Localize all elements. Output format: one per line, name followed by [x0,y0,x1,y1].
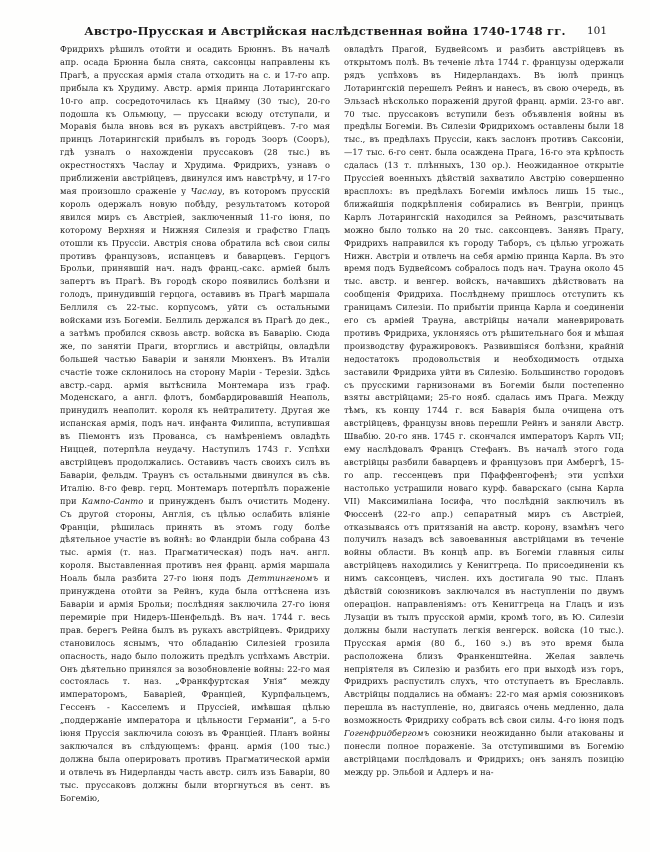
text-column-left: Фридрихъ рѣшилъ отойти и осадить Брюннъ. Въ началѣ апр. осада Брюнна была снята, саксонцы направлены къ Прагѣ, а прусская армія стала отходить на с. и 17-го апр. прибыла къ Хрудиму. Австр. армія принца Лотарингскаго 10-го апр. сосредоточилась къ Цнайму (30 тыс), 20-го подошла къ Ольмюцу, — пруссаки всюду отступали, и Моравія была вновь вся въ рукахъ австрійцевъ. 7-го мая принцъ Лотарингскій прибылъ въ городъ Зооръ (Сооръ), гдѣ узналъ о нахожденіи пруссаковъ (28 тыс.) въ окрестностяхъ Часлау и Хрудима. Фридрихъ, узнавъ о приближеніи австрійцевъ, двинулся имъ навстрѣчу, и 17-го мая произошло сраженіе у Часлау, въ которомъ прусскій король одержалъ новую побѣду, результатомъ которой явился миръ съ Австріей, заключенный 11-го іюня, по которому Верхняя и Нижняя Силезія и графство Глацъ отошли къ Пруссіи. Австрія снова обратила всѣ свои силы противъ французовъ, испанцевъ и баварцевъ. Герцогъ Брольи, принявшій нач. надъ франц.-сакс. арміей былъ запертъ въ Прагѣ. Въ городѣ скоро появились болѣзни и голодъ, принудившій герцога, оставивъ въ Прагѣ маршала Беллиля съ 22-тыс. корпусомъ, уйти съ остальными войсками изъ Богеміи. Беллиль держался въ Прагѣ до дек., а затѣмъ пробился сквозь австр. войска въ Баварію. Сюда же, по занятіи Праги, вторглись и австрійцы, овладѣли большей частью Баваріи и заняли Мюнхенъ. Въ Италіи счастіе тоже склонилось на сторону Маріи - Терезіи. Здѣсь австр.-сард. армія вытѣснила Монтемара изъ граф. Моденскаго, а англ. флотъ, бомбардировавшій Неаполь, принудилъ неаполит. короля къ нейтралитету. Другая же испанская армія, подъ нач. инфанта Филиппа, вступившая въ Піемонтъ изъ Прованса, съ намѣреніемъ овладѣть Ниццей, потерпѣла неудачу. Наступилъ 1743 г. Успѣхи австрійцевъ продолжались. Оставивъ часть своихъ силъ въ Баваріи, фельдм. Траунъ съ остальными двинулся въ сѣв. Италію. 8-го февр. герц. Монтемаръ потерпѣлъ пораженіе при Кампо-Санто и принужденъ былъ очистить Модену. Съ другой стороны, Англія, съ цѣлью ослабить вліяніе Франціи, рѣшилась принять въ этомъ году болѣе дѣятельное участіе въ войнѣ: во Фландріи была собрана 43 тыс. армія (т. наз. Прагматическая) подъ нач. англ. короля. Выставленная противъ нея франц. армія маршала Ноаль была разбита 27-го іюня подъ Деттингеномъ и принуждена отойти за Рейнъ, куда была оттѣснена изъ Баваріи и армія Брольи; послѣдняя заключила 27-го іюня перемиріе при Нидеръ-Шенфельдѣ. Въ нач. 1744 г. весь прав. берегъ Рейна былъ въ рукахъ австрійцевъ. Фридриху становилось яснымъ, что обладанію Силезіей грозила опасность, надо было положить предѣлъ успѣхамъ Австріи. Онъ дѣятельно принялся за возобновленіе войны: 22-го мая состоялась т. наз. „Франкфуртская Унія“ между императоромъ, Баваріей, Франціей, Курпфальцемъ, Гессенъ - Касселемъ и Пруссіей, имѣвшая цѣлью „поддержаніе императора и цѣльности Германіи“, а 5-го іюня Пруссія заключила союзъ въ Франціей. Планъ войны заключался въ слѣдующемъ: франц. армія (100 тыс.) должна была оперировать противъ Прагматической арміи и отвлечь въ Нидерланды часть австр. силъ изъ Баваріи, 80 тыс. пруссаковъ должны были вторгнуться въ сент. въ Богемію, [60,44,331,803]
text-body [60,43,624,804]
page-header [0,24,650,40]
page-number: 101 [586,25,607,37]
page-title: Австро-Прусская и Австрійская наслѣдственная война 1740-1748 гг. [84,24,566,38]
text-column-right: овладѣть Прагой, Будвейсомъ и разбить австрійцевъ въ открытомъ полѣ. Въ теченіе лѣта 1744 г. французы одержали рядъ успѣховъ въ Нидерландахъ. Въ іюлѣ принцъ Лотарингскій перешелъ Рейнъ и нанесъ, въ свою очередь, въ Эльзасѣ нѣсколько пораженій другой франц. арміи. 23-го авг. 70 тыс. пруссаковъ вступили безъ объявленія войны въ предѣлы Богеміи. Въ Силезіи Фридрихомъ оставлены были 18 тыс., въ предѣлахъ Пруссіи, какъ заслонъ противъ Саксоніи,—17 тыс. 6-го сент. была осаждена Прага, 16-го эта крѣпость сдалась (13 т. плѣнныхъ, 130 ор.). Неожиданное открытіе Пруссіей военныхъ дѣйствій захватило Австрію совершенно врасплохъ: въ предѣлахъ Богеміи имѣлось лишь 15 тыс., ближайшія подкрѣпленія собирались въ Венгріи, принцъ Карлъ Лотарингскій находился за Рейномъ, разсчитывать можно было только на 20 тыс. саксонцевъ. Занявъ Прагу, Фридрихъ направился къ городу Таборъ, съ цѣлью угрожать Нижн. Австріи и отвлечь на себя армію принца Карла. Въ это время подъ Будвейсомъ собралось подъ нач. Трауна около 45 тыс. австр. и венгер. войскъ, начавшихъ дѣйствовать на сообщенія Фридриха. Послѣднему пришлось отступить къ границамъ Силезіи. По прибытіи принца Карла и соединеніи его съ арміей Трауна, австрійцы начали маневрировать противъ Фридриха, уклоняясь отъ рѣшительнаго боя и мѣшая производству фуражировокъ. Развившіяся болѣзни, крайній недостатокъ продовольствія и необходимость отдыха заставили Фридриха уйти въ Силезію. Большинство городовъ съ прусскими гарнизонами въ Богеміи были постепенно взяты австрійцами; 25-го нояб. сдалась имъ Прага. Между тѣмъ, къ концу 1744 г. вся Баварія была очищена отъ австрійцевъ, французы вновь перешли Рейнъ и заняли Австр. Швабію. 20-го янв. 1745 г. скончался императоръ Карлъ VII; ему наслѣдовалъ Францъ Стефанъ. Въ началѣ этого года австрійцы разбили баварцевъ и французовъ при Амбергѣ, 15-го апр. гессенцевъ при Пфаффенгофенѣ; эти успѣхи настолько устрашили новаго курф. баварскаго (сына Карла VII) Максимиліана Іосифа, что послѣдній заключилъ въ Фюссенѣ (22-го апр.) сепаратный миръ съ Австріей, отказываясь отъ притязаній на австр. корону, взамѣнъ чего получилъ назадъ всѣ завоеванныя австрійцами въ теченіе войны области. Въ концѣ апр. въ Богеміи главныя силы австрійцевъ находились у Кениггреца. По присоединеніи къ нимъ саксонцевъ, числен. ихъ достигала 90 тыс. Планъ дѣйствій союзниковъ заключался въ наступленіи по двумъ операціон. направленіямъ: отъ Кениггреца на Глацъ и изъ Лузаціи въ тылъ прусской арміи, кромѣ того, въ Ю. Силезіи должны были наступать легкія венгерск. войска (10 тыс.). Прусская армія (80 б., 160 э.) въ это время была расположена близъ Франкенштейна. Желая завлечь непріятеля въ Силезію и разбить его при выходѣ изъ горъ, Фридрихъ распустилъ слухъ, что отступаетъ въ Бреславль. Австрійцы поддались на обманъ: 22-го мая армія союзниковъ перешла въ наступленіе, но, двигаясь очень медленно, дала возможность Фридриху собрать всѣ свои силы. 4-го іюня подъ Гогенфридбергомъ союзники неожиданно были атакованы и понесли полное пораженіе. За отступившими въ Богемію австрійцами послѣдовалъ и Фридрихъ; онъ занялъ позицію между рр. Эльбой и Адлеръ и на- [344,44,624,777]
